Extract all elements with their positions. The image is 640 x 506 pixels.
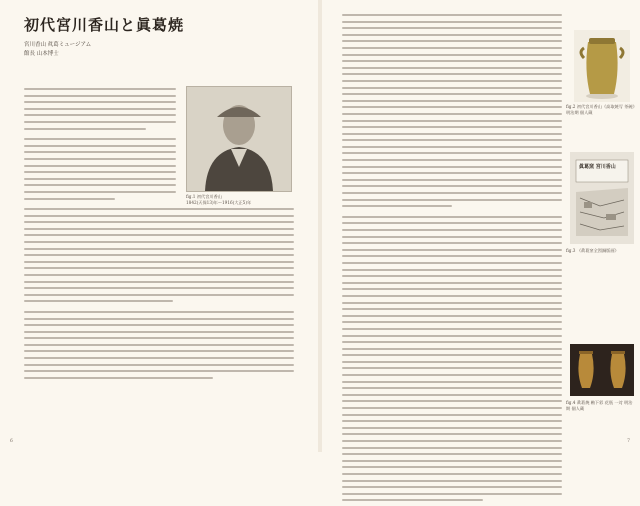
portrait-caption-years: 1842(天保13)年〜1916(大正5)年 xyxy=(186,199,252,205)
article-title: 初代宮川香山と眞葛焼 xyxy=(24,16,185,34)
fig3-inset-title: 眞葛窯 宮川香山 xyxy=(579,164,616,170)
left-page xyxy=(0,0,318,452)
fig4-vases-image xyxy=(570,344,634,396)
byline-museum: 宮川香山 眞葛ミュージアム xyxy=(24,42,92,48)
fig2-caption xyxy=(566,104,636,115)
fig4-caption xyxy=(566,400,636,411)
body-text-block-1 xyxy=(24,88,176,204)
fig2-jar-image xyxy=(574,30,630,102)
fig3-print-image xyxy=(570,152,634,244)
portrait-photo xyxy=(186,86,292,192)
fig4-text: 眞葛焼 釉下彩 花瓶 一対 明治期 個人蔵 xyxy=(566,400,633,411)
page-number-left: 6 xyxy=(10,439,13,444)
portrait-caption xyxy=(186,194,296,205)
fig3-caption xyxy=(566,248,636,254)
body-text-block-3 xyxy=(342,14,562,506)
fig2-text: 初代宮川香山《高取焼写 茶碗》明治期 個人蔵 xyxy=(566,104,635,115)
portrait-caption-name: 初代宮川香山 xyxy=(196,194,222,199)
fig3-text: 《眞葛窯全図銅版画》 xyxy=(576,248,619,253)
portrait-caption-num: fig.1 xyxy=(186,194,196,199)
page-number-right: 7 xyxy=(627,439,630,444)
fig4-num: fig.4 xyxy=(566,400,576,405)
right-page xyxy=(322,0,640,452)
body-text-block-2 xyxy=(24,208,294,383)
byline-author: 館長 山本博士 xyxy=(24,51,59,57)
fig3-num: fig.3 xyxy=(566,248,576,253)
fig2-num: fig.2 xyxy=(566,104,576,109)
